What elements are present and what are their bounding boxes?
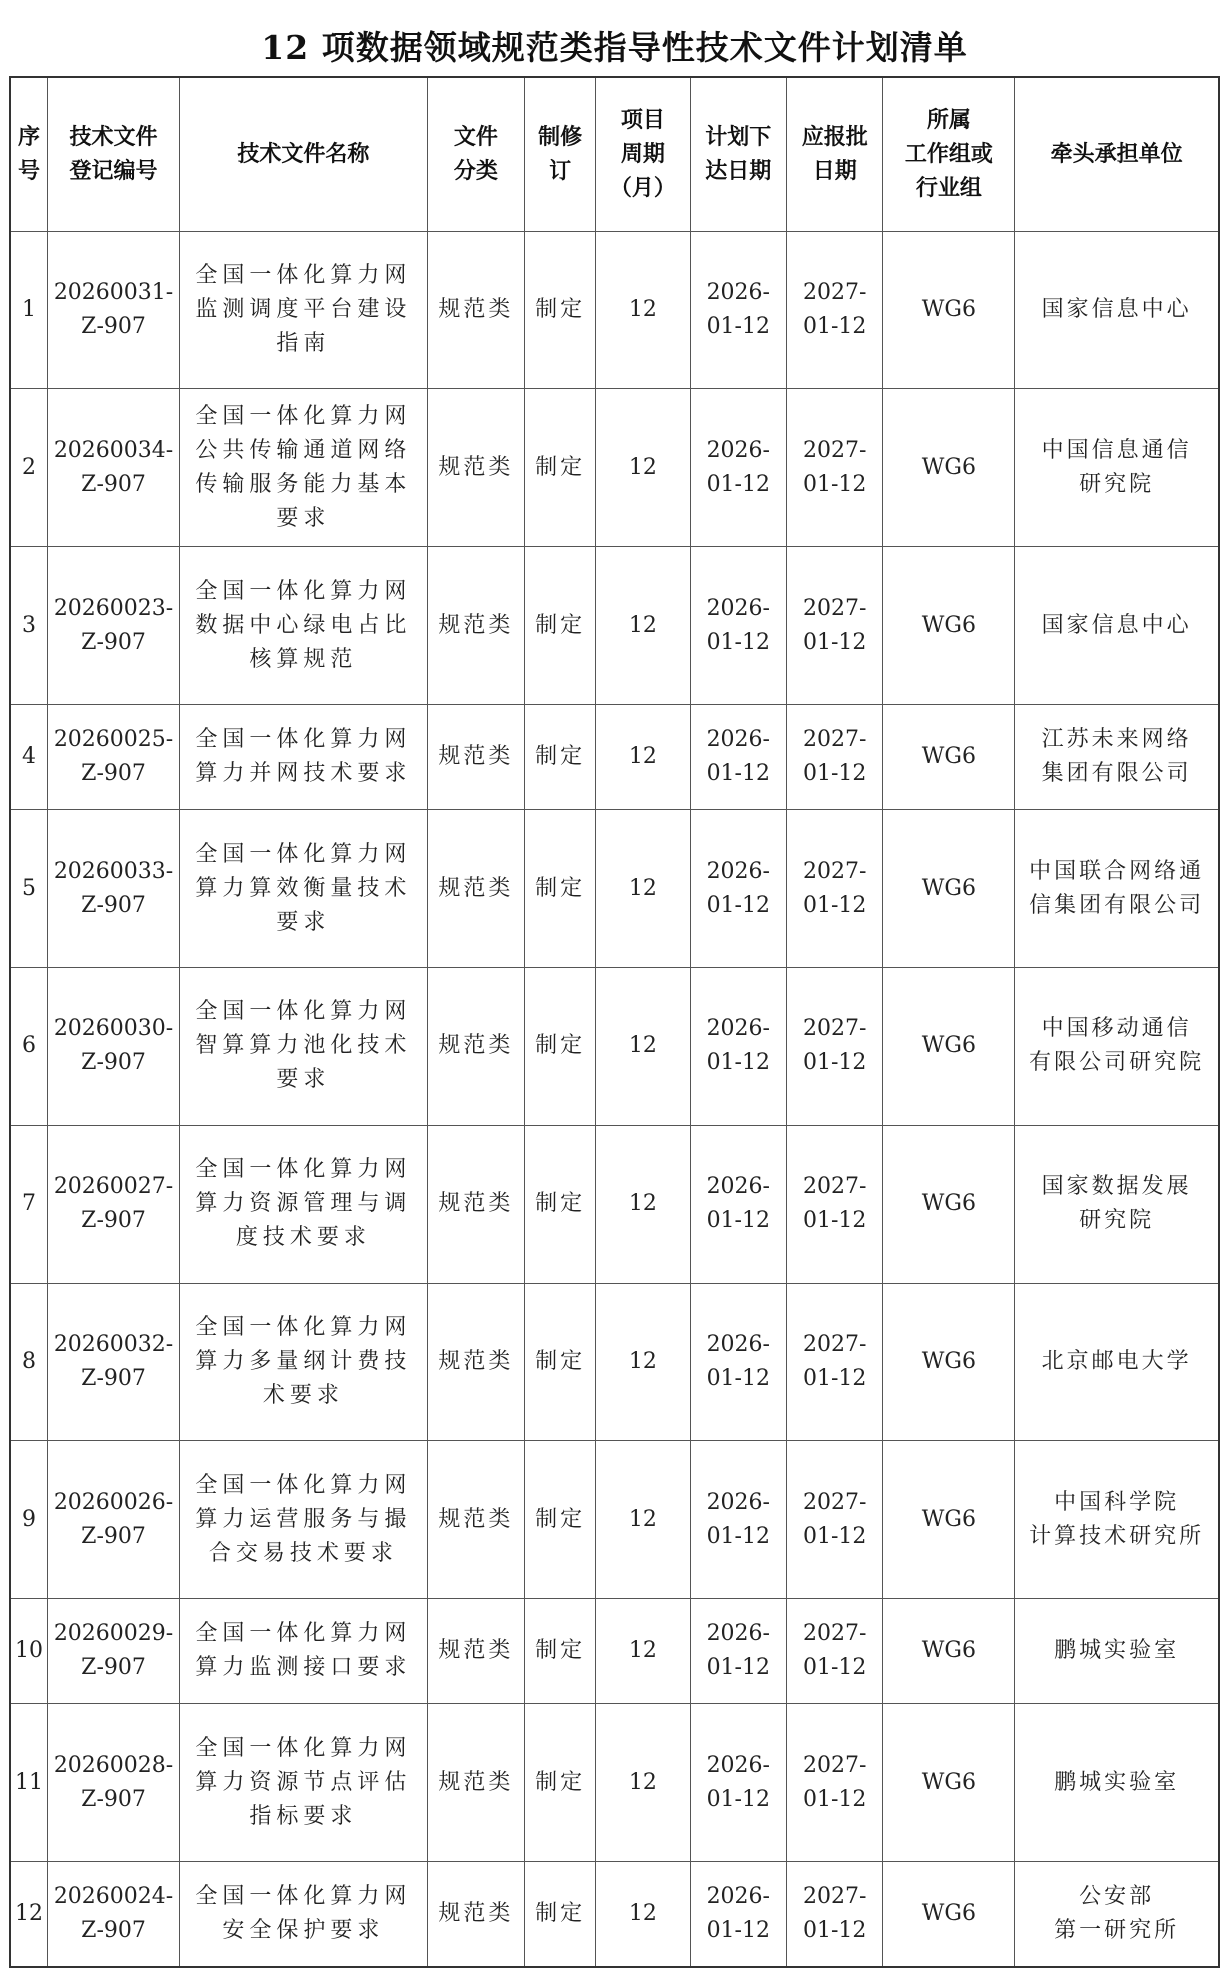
cell-type: 制定 [525, 1704, 596, 1862]
cell-approval-date: 2027- 01-12 [786, 1599, 882, 1704]
cell-type: 制定 [525, 547, 596, 705]
cell-no: 1 [10, 231, 48, 389]
cell-type: 制定 [525, 1599, 596, 1704]
cell-period: 12 [596, 1125, 690, 1283]
cell-no: 11 [10, 1704, 48, 1862]
cell-issue-date: 2026- 01-12 [690, 1704, 786, 1862]
cell-issue-date: 2026- 01-12 [690, 1283, 786, 1441]
cell-type: 制定 [525, 967, 596, 1125]
cell-name: 全国一体化算力网算力资源节点评估指标要求 [180, 1704, 428, 1862]
cell-issue-date: 2026- 01-12 [690, 1862, 786, 1967]
cell-type: 制定 [525, 1125, 596, 1283]
cell-name: 全国一体化算力网算力多量纲计费技术要求 [180, 1283, 428, 1441]
cell-issue-date: 2026- 01-12 [690, 1441, 786, 1599]
cell-issue-date: 2026- 01-12 [690, 810, 786, 968]
cell-period: 12 [596, 810, 690, 968]
cell-code: 20260026-Z-907 [48, 1441, 180, 1599]
cell-category: 规范类 [427, 1283, 524, 1441]
cell-approval-date: 2027- 01-12 [786, 1125, 882, 1283]
header-code: 技术文件 登记编号 [48, 77, 180, 231]
cell-unit: 公安部 第一研究所 [1015, 1862, 1219, 1967]
cell-group: WG6 [883, 810, 1015, 968]
cell-name: 全国一体化算力网算力运营服务与撮合交易技术要求 [180, 1441, 428, 1599]
cell-period: 12 [596, 1599, 690, 1704]
table-row [10, 1441, 1219, 1599]
cell-name: 全国一体化算力网公共传输通道网络传输服务能力基本要求 [180, 389, 428, 547]
cell-no: 12 [10, 1862, 48, 1967]
cell-type: 制定 [525, 704, 596, 809]
cell-issue-date: 2026- 01-12 [690, 967, 786, 1125]
cell-code: 20260029-Z-907 [48, 1599, 180, 1704]
cell-group: WG6 [883, 231, 1015, 389]
cell-issue-date: 2026- 01-12 [690, 704, 786, 809]
cell-group: WG6 [883, 967, 1015, 1125]
header-name: 技术文件名称 [180, 77, 428, 231]
cell-name: 全国一体化算力网数据中心绿电占比核算规范 [180, 547, 428, 705]
cell-approval-date: 2027- 01-12 [786, 1704, 882, 1862]
cell-category: 规范类 [427, 1125, 524, 1283]
cell-group: WG6 [883, 704, 1015, 809]
cell-category: 规范类 [427, 704, 524, 809]
cell-group: WG6 [883, 1441, 1015, 1599]
cell-period: 12 [596, 967, 690, 1125]
cell-no: 2 [10, 389, 48, 547]
table-row [10, 967, 1219, 1125]
cell-code: 20260025-Z-907 [48, 704, 180, 809]
cell-unit: 国家数据发展 研究院 [1015, 1125, 1219, 1283]
header-issue-date: 计划下 达日期 [690, 77, 786, 231]
cell-name: 全国一体化算力网算力资源管理与调度技术要求 [180, 1125, 428, 1283]
cell-category: 规范类 [427, 547, 524, 705]
table-row [10, 389, 1219, 547]
cell-no: 6 [10, 967, 48, 1125]
cell-unit: 国家信息中心 [1015, 231, 1219, 389]
cell-code: 20260028-Z-907 [48, 1704, 180, 1862]
table-row [10, 810, 1219, 968]
cell-issue-date: 2026- 01-12 [690, 547, 786, 705]
cell-category: 规范类 [427, 1704, 524, 1862]
cell-issue-date: 2026- 01-12 [690, 1599, 786, 1704]
cell-category: 规范类 [427, 231, 524, 389]
cell-unit: 鹏城实验室 [1015, 1599, 1219, 1704]
header-period: 项目 周期 （月） [596, 77, 690, 231]
table-row [10, 547, 1219, 705]
cell-no: 10 [10, 1599, 48, 1704]
cell-type: 制定 [525, 810, 596, 968]
cell-unit: 中国科学院 计算技术研究所 [1015, 1441, 1219, 1599]
cell-unit: 中国信息通信 研究院 [1015, 389, 1219, 547]
cell-category: 规范类 [427, 389, 524, 547]
cell-approval-date: 2027- 01-12 [786, 231, 882, 389]
cell-approval-date: 2027- 01-12 [786, 389, 882, 547]
cell-approval-date: 2027- 01-12 [786, 1862, 882, 1967]
cell-period: 12 [596, 231, 690, 389]
cell-group: WG6 [883, 1862, 1015, 1967]
header-category: 文件 分类 [427, 77, 524, 231]
cell-group: WG6 [883, 1125, 1015, 1283]
cell-code: 20260027-Z-907 [48, 1125, 180, 1283]
cell-approval-date: 2027- 01-12 [786, 1441, 882, 1599]
cell-code: 20260030-Z-907 [48, 967, 180, 1125]
cell-approval-date: 2027- 01-12 [786, 547, 882, 705]
table-row [10, 1599, 1219, 1704]
cell-code: 20260024-Z-907 [48, 1862, 180, 1967]
cell-name: 全国一体化算力网智算算力池化技术要求 [180, 967, 428, 1125]
cell-issue-date: 2026- 01-12 [690, 231, 786, 389]
cell-group: WG6 [883, 389, 1015, 547]
header-approval-date: 应报批 日期 [786, 77, 882, 231]
cell-issue-date: 2026- 01-12 [690, 1125, 786, 1283]
cell-no: 7 [10, 1125, 48, 1283]
cell-group: WG6 [883, 547, 1015, 705]
cell-name: 全国一体化算力网安全保护要求 [180, 1862, 428, 1967]
plan-table [9, 76, 1220, 1968]
cell-issue-date: 2026- 01-12 [690, 389, 786, 547]
cell-type: 制定 [525, 1283, 596, 1441]
header-unit: 牵头承担单位 [1015, 77, 1219, 231]
cell-name: 全国一体化算力网算力并网技术要求 [180, 704, 428, 809]
page-title: 12 项数据领域规范类指导性技术文件计划清单 [261, 28, 968, 67]
cell-period: 12 [596, 704, 690, 809]
table-row [10, 231, 1219, 389]
cell-type: 制定 [525, 389, 596, 547]
cell-unit: 江苏未来网络 集团有限公司 [1015, 704, 1219, 809]
cell-period: 12 [596, 1283, 690, 1441]
cell-no: 3 [10, 547, 48, 705]
cell-no: 4 [10, 704, 48, 809]
cell-period: 12 [596, 389, 690, 547]
cell-group: WG6 [883, 1283, 1015, 1441]
cell-no: 5 [10, 810, 48, 968]
cell-code: 20260031-Z-907 [48, 231, 180, 389]
cell-no: 8 [10, 1283, 48, 1441]
cell-approval-date: 2027- 01-12 [786, 704, 882, 809]
cell-category: 规范类 [427, 810, 524, 968]
cell-no: 9 [10, 1441, 48, 1599]
cell-category: 规范类 [427, 1599, 524, 1704]
table-row [10, 1862, 1219, 1967]
cell-approval-date: 2027- 01-12 [786, 1283, 882, 1441]
cell-approval-date: 2027- 01-12 [786, 810, 882, 968]
cell-unit: 鹏城实验室 [1015, 1704, 1219, 1862]
cell-group: WG6 [883, 1704, 1015, 1862]
cell-unit: 中国联合网络通 信集团有限公司 [1015, 810, 1219, 968]
cell-group: WG6 [883, 1599, 1015, 1704]
cell-name: 全国一体化算力网算力监测接口要求 [180, 1599, 428, 1704]
cell-period: 12 [596, 547, 690, 705]
cell-code: 20260023-Z-907 [48, 547, 180, 705]
header-group: 所属 工作组或 行业组 [883, 77, 1015, 231]
header-type: 制修 订 [525, 77, 596, 231]
cell-unit: 北京邮电大学 [1015, 1283, 1219, 1441]
cell-period: 12 [596, 1441, 690, 1599]
cell-name: 全国一体化算力网算力算效衡量技术要求 [180, 810, 428, 968]
table-row [10, 1704, 1219, 1862]
cell-type: 制定 [525, 1441, 596, 1599]
cell-unit: 中国移动通信 有限公司研究院 [1015, 967, 1219, 1125]
cell-period: 12 [596, 1862, 690, 1967]
cell-category: 规范类 [427, 1862, 524, 1967]
cell-category: 规范类 [427, 1441, 524, 1599]
table-header-row [10, 77, 1219, 231]
header-no: 序 号 [10, 77, 48, 231]
cell-period: 12 [596, 1704, 690, 1862]
cell-type: 制定 [525, 231, 596, 389]
cell-approval-date: 2027- 01-12 [786, 967, 882, 1125]
cell-code: 20260034-Z-907 [48, 389, 180, 547]
cell-code: 20260033-Z-907 [48, 810, 180, 968]
cell-code: 20260032-Z-907 [48, 1283, 180, 1441]
cell-category: 规范类 [427, 967, 524, 1125]
table-row [10, 704, 1219, 809]
cell-unit: 国家信息中心 [1015, 547, 1219, 705]
table-row [10, 1125, 1219, 1283]
cell-name: 全国一体化算力网监测调度平台建设指南 [180, 231, 428, 389]
cell-type: 制定 [525, 1862, 596, 1967]
table-row [10, 1283, 1219, 1441]
